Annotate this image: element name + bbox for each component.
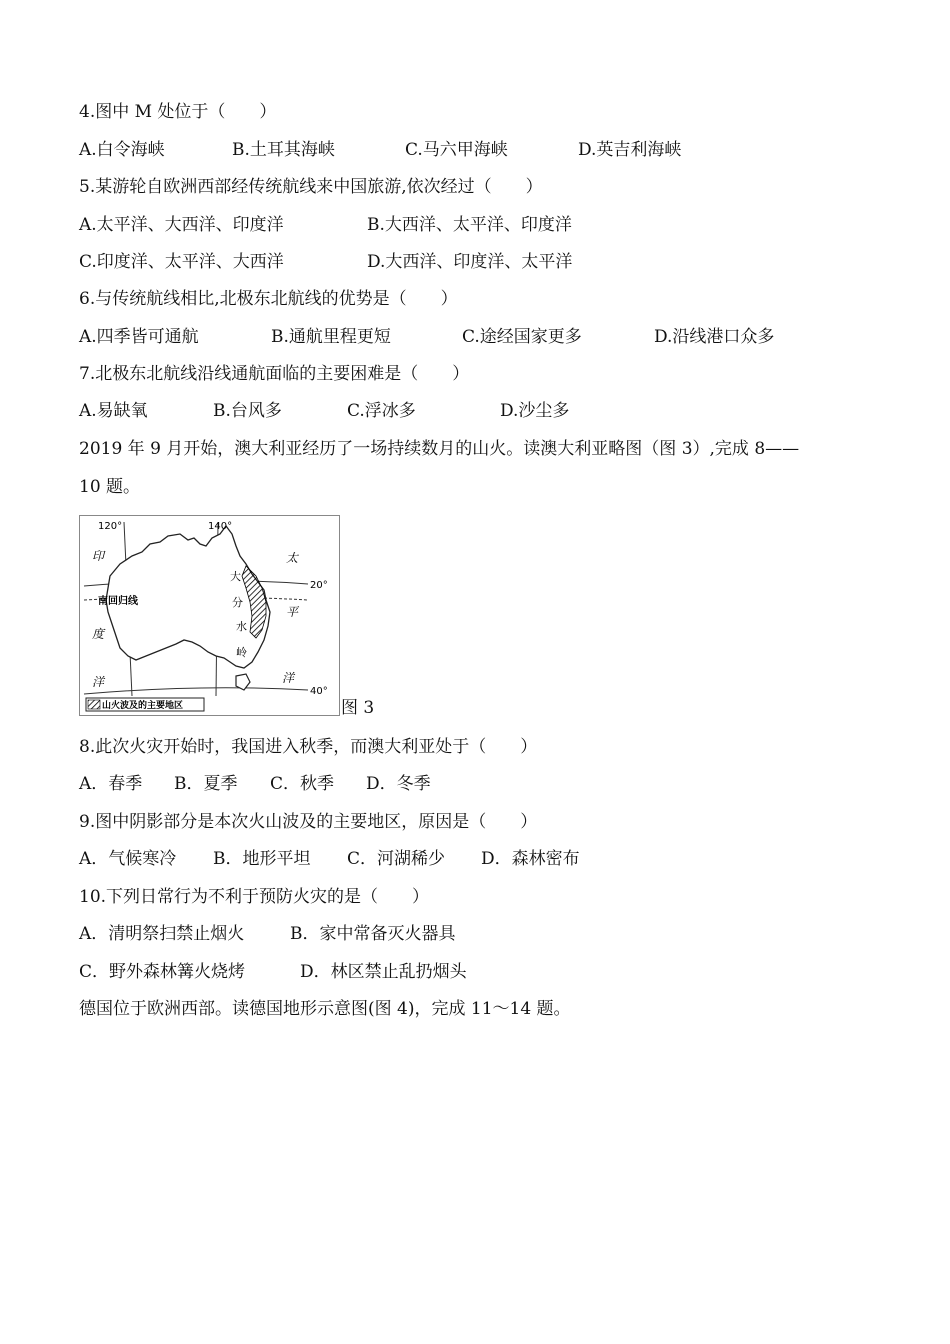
q9-option-a: A．气候寒冷 <box>79 849 177 869</box>
q6-option-a: A.四季皆可通航 <box>79 327 199 347</box>
q5-option-b: B.大西洋、太平洋、印度洋 <box>367 215 572 235</box>
intro-paragraph-germany: 德国位于欧洲西部。读德国地形示意图(图 4)，完成 11～14 题。 <box>79 999 571 1019</box>
q4-stem: 4.图中 M 处位于（ ） <box>79 102 277 122</box>
q8-stem: 8.此次火灾开始时，我国进入秋季，而澳大利亚处于（ ） <box>79 737 538 757</box>
ocean-left-1: 印 <box>92 549 105 563</box>
intro-paragraph-line1: 2019 年 9 月开始，澳大利亚经历了一场持续数月的山火。读澳大利亚略图（图 3）,完成 8—— <box>79 439 800 459</box>
q9-option-b: B．地形平坦 <box>213 849 311 869</box>
q10-option-c: C．野外森林篝火烧烤 <box>79 962 246 982</box>
lat-label-20: 20° <box>310 580 328 591</box>
q7-option-b: B.台风多 <box>213 401 282 421</box>
q6-option-b: B.通航里程更短 <box>271 327 391 347</box>
mountain-label-2: 分 <box>232 596 243 609</box>
legend-label: 山火波及的主要地区 <box>102 701 184 711</box>
lon-label-140: 140° <box>208 521 233 532</box>
ocean-right-1: 太 <box>286 551 299 565</box>
mountain-label-3: 水 <box>236 620 247 633</box>
q10-option-b: B．家中常备灭火器具 <box>290 924 456 944</box>
q9-option-c: C．河湖稀少 <box>347 849 446 869</box>
q4-option-d: D.英吉利海峡 <box>578 140 682 160</box>
q10-option-a: A．清明祭扫禁止烟火 <box>79 924 245 944</box>
q8-option-d: D．冬季 <box>366 774 431 794</box>
q6-option-c: C.途经国家更多 <box>462 327 582 347</box>
q5-option-a: A.太平洋、大西洋、印度洋 <box>79 215 284 235</box>
q4-option-b: B.土耳其海峡 <box>232 140 335 160</box>
q7-option-a: A.易缺氧 <box>79 401 148 421</box>
q8-option-b: B．夏季 <box>174 774 238 794</box>
australia-map-figure <box>79 515 340 716</box>
q8-option-a: A．春季 <box>79 774 143 794</box>
tropic-label: 南回归线 <box>98 596 138 607</box>
q6-option-d: D.沿线港口众多 <box>654 327 775 347</box>
q9-option-d: D．森林密布 <box>481 849 580 869</box>
q4-option-c: C.马六甲海峡 <box>405 140 508 160</box>
mountain-label-4: 岭 <box>236 646 247 659</box>
mountain-label-1: 大 <box>230 570 241 583</box>
australia-map-svg <box>80 516 339 715</box>
legend-swatch <box>88 700 100 709</box>
q7-option-d: D.沙尘多 <box>500 401 570 421</box>
q9-stem: 9.图中阴影部分是本次火山波及的主要地区，原因是（ ） <box>79 812 538 832</box>
q6-stem: 6.与传统航线相比,北极东北航线的优势是（ ） <box>79 289 458 309</box>
figure-caption: 图 3 <box>341 698 375 718</box>
ocean-left-2: 度 <box>92 627 105 641</box>
q5-option-d: D.大西洋、印度洋、太平洋 <box>367 252 573 272</box>
lat-label-40: 40° <box>310 686 328 697</box>
ocean-left-3: 洋 <box>92 675 105 689</box>
intro-paragraph-line2: 10 题。 <box>79 477 141 497</box>
q4-option-a: A.白令海峡 <box>79 140 165 160</box>
lon-label-120: 120° <box>98 521 123 532</box>
ocean-right-2: 平 <box>286 605 299 619</box>
q5-option-c: C.印度洋、太平洋、大西洋 <box>79 252 284 272</box>
q7-option-c: C.浮冰多 <box>347 401 416 421</box>
q5-stem: 5.某游轮自欧洲西部经传统航线来中国旅游,依次经过（ ） <box>79 177 543 197</box>
q7-stem: 7.北极东北航线沿线通航面临的主要困难是（ ） <box>79 364 470 384</box>
q8-option-c: C．秋季 <box>270 774 335 794</box>
q10-option-d: D．林区禁止乱扔烟头 <box>300 962 467 982</box>
ocean-right-3: 洋 <box>282 671 295 685</box>
q10-stem: 10.下列日常行为不利于预防火灾的是（ ） <box>79 887 430 907</box>
parallel-40 <box>84 688 308 694</box>
